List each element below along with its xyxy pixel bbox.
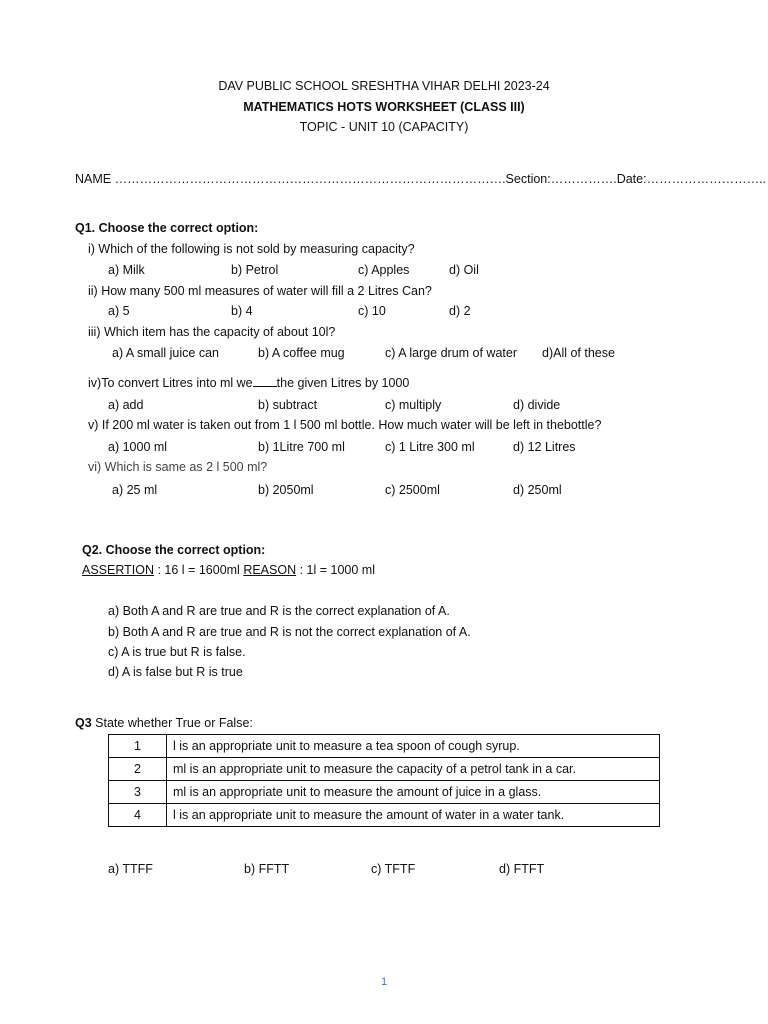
row-number: 1 [109, 735, 167, 758]
row-number: 3 [109, 781, 167, 804]
q3-option-a: a) TTFF [108, 862, 153, 876]
q1-iii-option-a: a) A small juice can [112, 346, 219, 360]
row-number: 2 [109, 758, 167, 781]
q3-heading [75, 716, 253, 730]
q1-ii-option-b: b) 4 [231, 304, 253, 318]
q1-iv-option-c: c) multiply [385, 398, 442, 412]
q3-option-b: b) FFTT [244, 862, 290, 876]
q3-label: Q3 [75, 716, 92, 730]
q1-iv-text-before: iv)To convert Litres into ml we [88, 376, 253, 390]
q2-option-d: d) A is false but R is true [108, 665, 243, 679]
statement-text: ml is an appropriate unit to measure the capacity of a petrol tank in a car. [167, 758, 660, 781]
q1-question-v: v) If 200 ml water is taken out from 1 l 500 ml bottle. How much water will be left in thebottle? [88, 418, 602, 432]
q1-heading: Q1. Choose the correct option: [75, 221, 259, 235]
assertion-reason-line [82, 563, 375, 577]
q1-ii-option-c: c) 10 [358, 304, 386, 318]
q1-iii-option-b: b) A coffee mug [258, 346, 345, 360]
fill-in-blank [253, 376, 277, 387]
q1-iv-option-d: d) divide [513, 398, 561, 412]
q1-question-vi: vi) Which is same as 2 l 500 ml? [88, 460, 268, 474]
q1-v-option-b: b) 1Litre 700 ml [258, 440, 345, 454]
q2-option-c: c) A is true but R is false. [108, 645, 246, 659]
q1-iii-option-c: c) A large drum of water [385, 346, 518, 360]
q1-i-option-d: d) Oil [449, 263, 479, 277]
q3-instruction: State whether True or False: [91, 716, 253, 730]
q3-option-c: c) TFTF [371, 862, 416, 876]
q1-vi-option-a: a) 25 ml [112, 483, 158, 497]
q1-v-option-a: a) 1000 ml [108, 440, 168, 454]
table-row [109, 735, 660, 758]
q1-iv-option-b: b) subtract [258, 398, 318, 412]
q2-option-a: a) Both A and R are true and R is the correct explanation of A. [108, 604, 450, 618]
q1-i-option-b: b) Petrol [231, 263, 279, 277]
q1-ii-option-a: a) 5 [108, 304, 130, 318]
q1-iv-option-a: a) add [108, 398, 144, 412]
statement-text: l is an appropriate unit to measure the amount of water in a water tank. [167, 804, 660, 827]
q1-iii-option-d: d)All of these [542, 346, 615, 360]
school-name: DAV PUBLIC SCHOOL SRESHTHA VIHAR DELHI 2023-24 [218, 79, 550, 93]
table-row [109, 758, 660, 781]
topic-line: TOPIC - UNIT 10 (CAPACITY) [299, 120, 469, 134]
q1-iv-text-after: the given Litres by 1000 [276, 376, 410, 390]
q1-question-ii: ii) How many 500 ml measures of water will fill a 2 Litres Can? [88, 284, 432, 298]
q1-question-i: i) Which of the following is not sold by measuring capacity? [88, 242, 415, 256]
name-section-date-line: NAME ………………………………………………………………………………….Section:…………….Date:……………………….. [75, 172, 767, 186]
page-number: 1 [380, 976, 388, 988]
assertion-text: : 16 l = 1600ml [154, 563, 244, 577]
q1-i-option-a: a) Milk [108, 263, 145, 277]
q1-vi-option-b: b) 2050ml [258, 483, 314, 497]
worksheet-title: MATHEMATICS HOTS WORKSHEET (CLASS III) [243, 100, 525, 114]
q1-vi-option-d: d) 250ml [513, 483, 562, 497]
reason-label: REASON [243, 563, 297, 577]
statement-text: l is an appropriate unit to measure a tea spoon of cough syrup. [167, 735, 660, 758]
q1-question-iv [88, 376, 409, 390]
q2-option-b: b) Both A and R are true and R is not the correct explanation of A. [108, 625, 471, 639]
q1-ii-option-d: d) 2 [449, 304, 471, 318]
q3-option-d: d) FTFT [499, 862, 545, 876]
assertion-label: ASSERTION [82, 563, 155, 577]
q1-i-option-c: c) Apples [358, 263, 410, 277]
q2-heading: Q2. Choose the correct option: [82, 543, 266, 557]
q1-vi-option-c: c) 2500ml [385, 483, 440, 497]
table-row [109, 804, 660, 827]
q1-v-option-c: c) 1 Litre 300 ml [385, 440, 475, 454]
q1-v-option-d: d) 12 Litres [513, 440, 576, 454]
row-number: 4 [109, 804, 167, 827]
q1-question-iii: iii) Which item has the capacity of about 10l? [88, 325, 336, 339]
true-false-table [108, 734, 660, 827]
table-row [109, 781, 660, 804]
reason-text: : 1l = 1000 ml [296, 563, 375, 577]
statement-text: ml is an appropriate unit to measure the amount of juice in a glass. [167, 781, 660, 804]
